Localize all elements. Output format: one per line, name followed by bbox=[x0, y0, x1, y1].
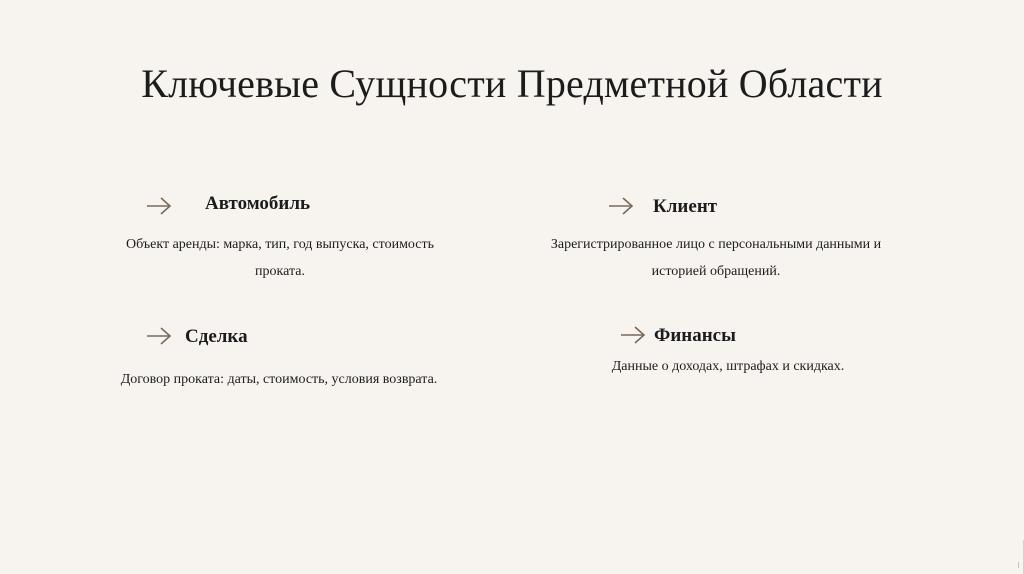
slide-title: Ключевые Сущности Предметной Области bbox=[141, 61, 883, 106]
arrow-right-icon bbox=[608, 196, 634, 216]
arrow-right-icon bbox=[146, 196, 172, 216]
entity-description: Зарегистрированное лицо с персональными данными и историей обращений. bbox=[550, 237, 882, 279]
entity-description: Объект аренды: марка, тип, год выпуска, стоимость проката. bbox=[126, 237, 434, 279]
entity-name: Финансы bbox=[654, 325, 736, 346]
arrow-right-icon bbox=[146, 326, 172, 346]
entity-description: Договор проката: даты, стоимость, условия возврата. bbox=[120, 372, 438, 387]
entity-name: Автомобиль bbox=[205, 193, 311, 214]
entity-name: Сделка bbox=[185, 326, 248, 347]
entity-description: Данные о доходах, штрафах и скидках. bbox=[611, 359, 845, 374]
page-mark bbox=[1018, 562, 1019, 568]
arrow-right-icon bbox=[620, 325, 646, 345]
entity-name: Клиент bbox=[653, 196, 718, 217]
